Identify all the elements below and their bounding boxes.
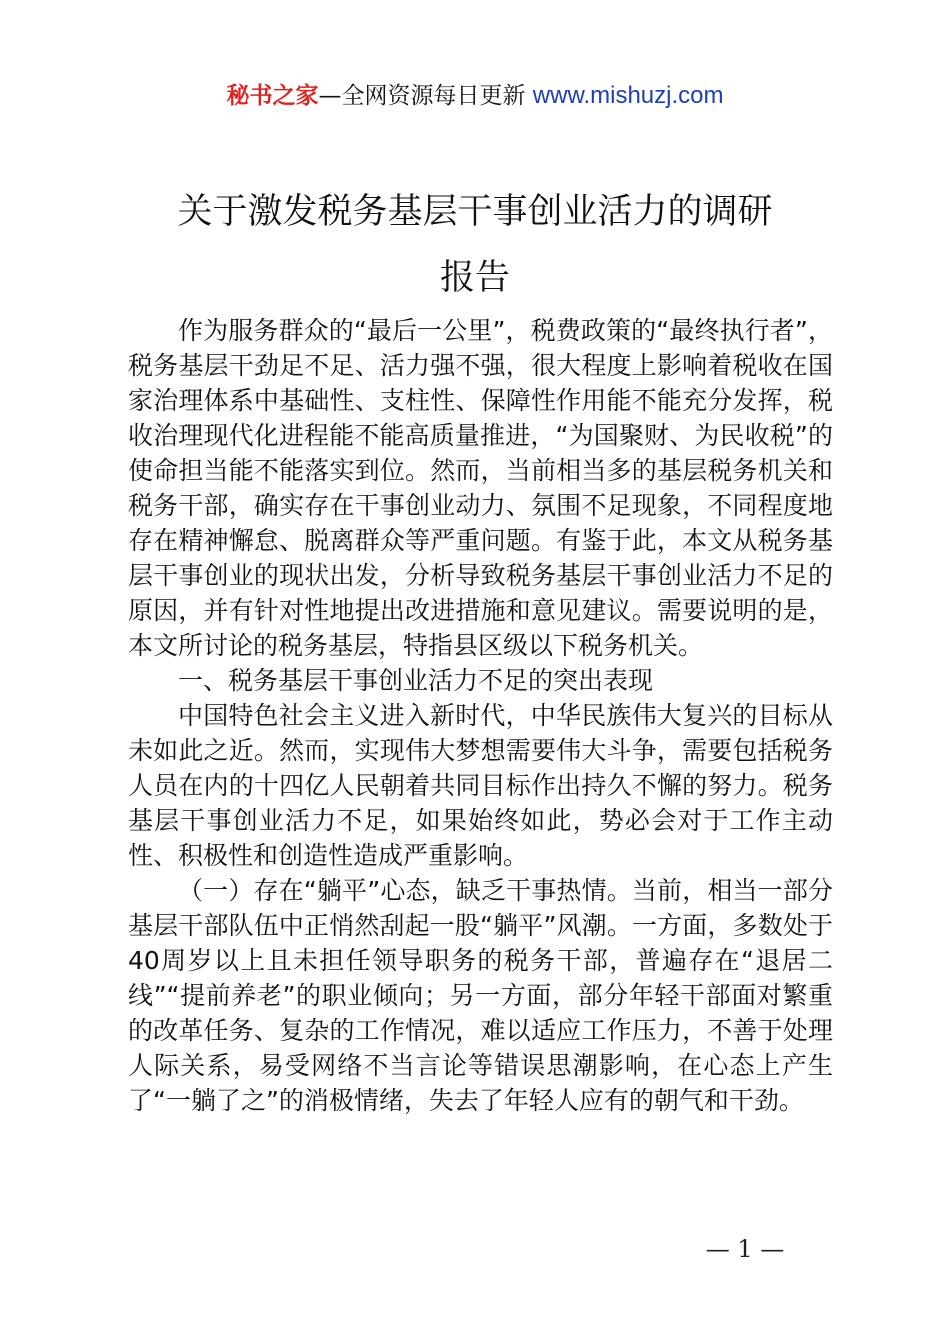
site-url-link[interactable]: www.mishuzj.com <box>532 82 724 109</box>
document-title-line-2: 报告 <box>439 258 510 298</box>
brand-name: 秘书之家 <box>226 83 319 109</box>
header-separator: — <box>318 83 342 109</box>
document-body <box>128 313 833 1118</box>
document-title-line-1: 关于激发税务基层干事创业活力的调研 <box>177 192 773 232</box>
body-paragraph: 中国特色社会主义进入新时代，中华民族伟大复兴的目标从未如此之近。然而，实现伟大梦想需要伟大斗争，需要包括税务人员在内的十四亿人民朝着共同目标作出持久不懈的努力。税务基层干事创业活力不足，如果始终如此，势必会对于工作主动性、积极性和创造性造成严重影响。 <box>128 701 833 870</box>
section-heading: 一、税务基层干事创业活力不足的突出表现 <box>178 666 654 695</box>
body-paragraph: 作为服务群众的“最后一公里”，税费政策的“最终执行者”，税务基层干劲足不足、活力强不强，很大程度上影响着税收在国家治理体系中基础性、支柱性、保障性作用能不能充分发挥，税收治理现代化进程能不能高质量推进，“为国聚财、为民收税”的使命担当能不能落实到位。然而，当前相当多的基层税务机关和税务干部，确实存在干事创业动力、氛围不足现象，不同程度地存在精神懈怠、脱离群众等严重问题。有鉴于此，本文从税务基层干事创业的现状出发，分析导致税务基层干事创业活力不足的原因，并有针对性地提出改进措施和意见建议。需要说明的是，本文所讨论的税务基层，特指县区级以下税务机关。 <box>128 316 833 660</box>
page-number: — 1 — <box>705 1235 785 1263</box>
header-tagline: 全网资源每日更新 <box>341 83 526 109</box>
site-header <box>0 80 950 112</box>
body-paragraph: （一）存在“躺平”心态，缺乏干事热情。当前，相当一部分基层干部队伍中正悄然刮起一股“躺平”风潮。一方面，多数处于40周岁以上且未担任领导职务的税务干部，普遍存在“退居二线”“提前养老”的职业倾向；另一方面，部分年轻干部面对繁重的改革任务、复杂的工作情况，难以适应工作压力，不善于处理人际关系，易受网络不当言论等错误思潮影响，在心态上产生了“一躺了之”的消极情绪，失去了年轻人应有的朝气和干劲。 <box>128 876 833 1115</box>
